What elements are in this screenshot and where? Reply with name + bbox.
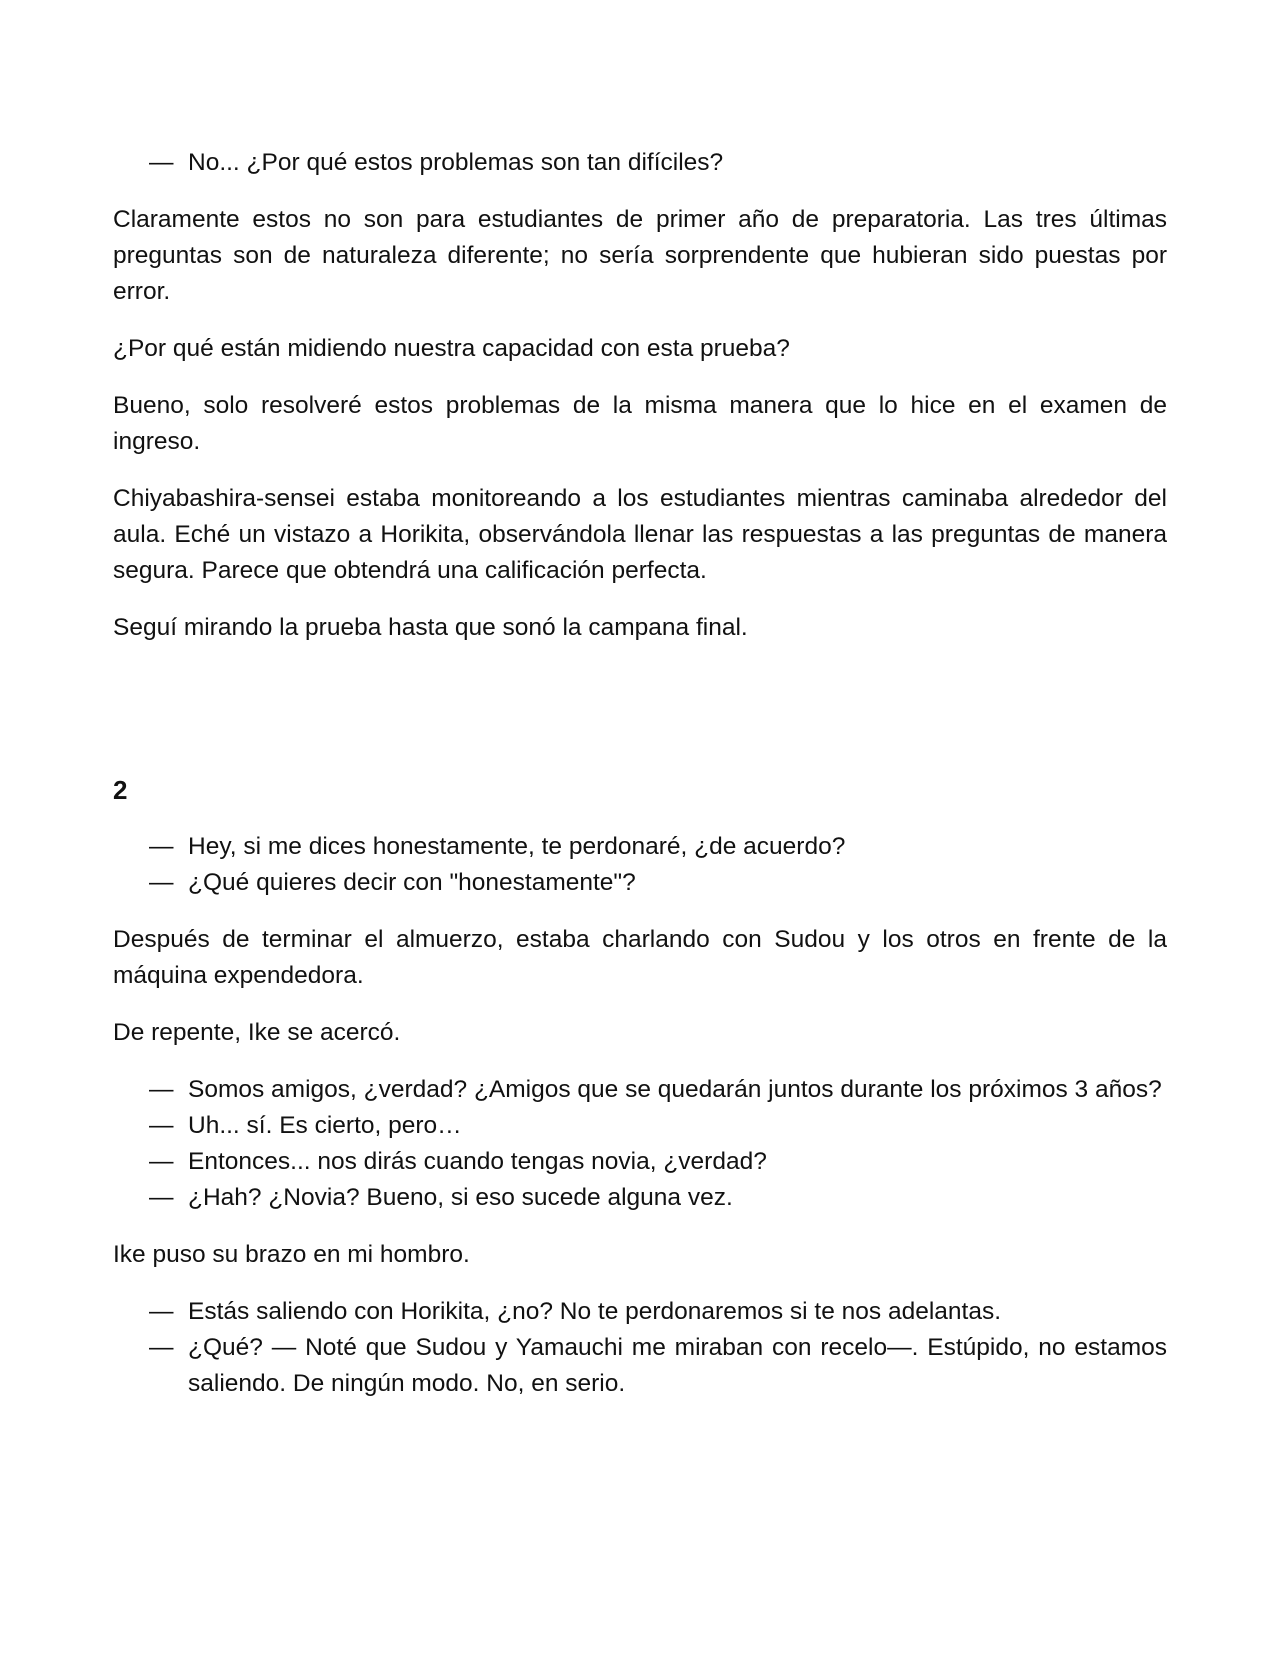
document-page: [113, 145, 1167, 1423]
paragraph: Claramente estos no son para estudiantes de primer año de preparatoria. Las tres últimas preguntas son de naturaleza diferente; no sería sorprendente que hubieran sido puestas por error.: [113, 206, 1167, 305]
dialogue-text: No... ¿Por qué estos problemas son tan difíciles?: [188, 149, 724, 176]
dialogue-dash: —: [149, 1298, 174, 1325]
dialogue-block-opening: [113, 145, 1167, 181]
paragraph: Ike puso su brazo en mi hombro.: [113, 1241, 470, 1268]
dialogue-dash: —: [149, 1076, 174, 1103]
paragraph: Chiyabashira-sensei estaba monitoreando a los estudiantes mientras caminaba alrededor del aula. Eché un vistazo a Horikita, observándola llenar las respuestas a las preguntas de manera segura. Parece que obtendrá una calificación perfecta.: [113, 485, 1167, 584]
paragraph: Seguí mirando la prueba hasta que sonó la campana final.: [113, 614, 748, 641]
dialogue-line: [113, 1330, 1167, 1402]
paragraph: Después de terminar el almuerzo, estaba charlando con Sudou y los otros en frente de la máquina expendedora.: [113, 926, 1167, 989]
dialogue-line: [113, 1294, 1167, 1330]
dialogue-line: [113, 145, 1167, 181]
dialogue-text: Estás saliendo con Horikita, ¿no? No te perdonaremos si te nos adelantas.: [188, 1298, 1002, 1325]
dialogue-line: [113, 1108, 1167, 1144]
dialogue-line: [113, 1180, 1167, 1216]
dialogue-dash: —: [149, 869, 174, 896]
paragraph: De repente, Ike se acercó.: [113, 1019, 401, 1046]
dialogue-dash: —: [149, 1112, 174, 1139]
dialogue-line: [113, 865, 1167, 901]
dialogue-text: Somos amigos, ¿verdad? ¿Amigos que se quedarán juntos durante los próximos 3 años?: [188, 1076, 1162, 1103]
dialogue-dash: —: [149, 1148, 174, 1175]
dialogue-dash: —: [149, 833, 174, 860]
dialogue-line: [113, 1072, 1167, 1108]
dialogue-text: Hey, si me dices honestamente, te perdonaré, ¿de acuerdo?: [188, 833, 846, 860]
dialogue-line: [113, 1144, 1167, 1180]
dialogue-block-3: [113, 1072, 1167, 1216]
dialogue-dash: —: [149, 1184, 174, 1211]
dialogue-block-4: [113, 1294, 1167, 1402]
paragraph: ¿Por qué están midiendo nuestra capacidad con esta prueba?: [113, 335, 790, 362]
paragraph: Bueno, solo resolveré estos problemas de la misma manera que lo hice en el examen de ingreso.: [113, 392, 1167, 455]
dialogue-block-2: [113, 829, 1167, 901]
section-number: 2: [113, 775, 128, 805]
dialogue-dash: —: [149, 149, 174, 176]
dialogue-text: ¿Hah? ¿Novia? Bueno, si eso sucede alguna vez.: [188, 1184, 733, 1211]
dialogue-text: Uh... sí. Es cierto, pero…: [188, 1112, 462, 1139]
dialogue-line: [113, 829, 1167, 865]
dialogue-dash: —: [149, 1334, 174, 1361]
dialogue-text: Entonces... nos dirás cuando tengas novia, ¿verdad?: [188, 1148, 767, 1175]
dialogue-text: ¿Qué quieres decir con "honestamente"?: [188, 869, 636, 896]
dialogue-text: ¿Qué? — Noté que Sudou y Yamauchi me miraban con recelo—. Estúpido, no estamos saliendo. De ningún modo. No, en serio.: [188, 1334, 1167, 1397]
